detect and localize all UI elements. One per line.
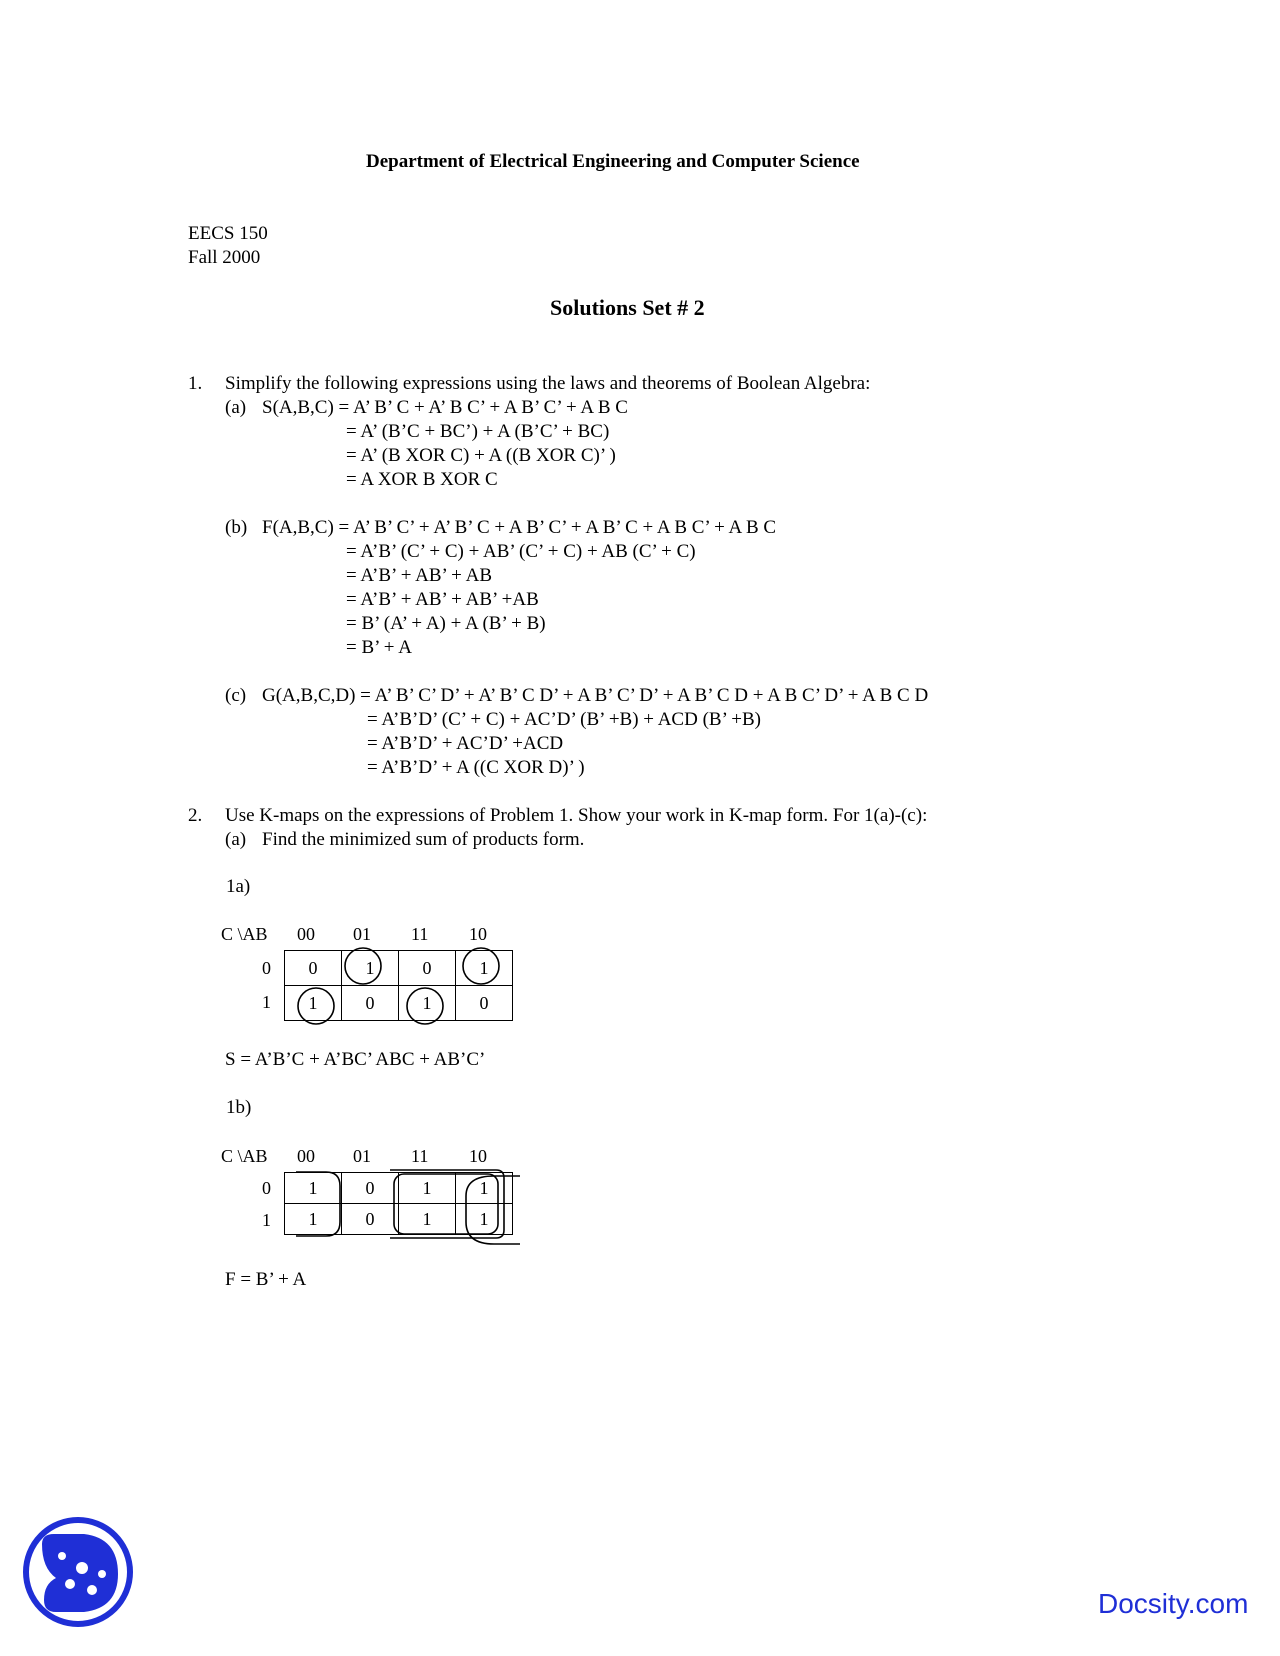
kmap1-cell: 0 xyxy=(456,986,513,1021)
problem2a-label: (a) xyxy=(225,829,247,850)
page-title: Solutions Set # 2 xyxy=(550,295,705,320)
kmap2-col-header: 10 xyxy=(469,1146,487,1166)
problem1b-line: = A’B’ (C’ + C) + AB’ (C’ + C) + AB (C’ + C) xyxy=(346,541,696,562)
kmap1-cell: 1 xyxy=(285,986,342,1021)
problem1b-line: = B’ + A xyxy=(346,637,412,658)
kmap2-cell: 0 xyxy=(342,1204,399,1235)
kmap1-cell: 1 xyxy=(456,951,513,986)
kmap1-grid xyxy=(284,950,513,1021)
docsity-brand-link[interactable]: Docsity.com xyxy=(1098,1588,1249,1619)
kmap2-cell: 1 xyxy=(285,1204,342,1235)
kmap1-result: S = A’B’C + A’BC’ ABC + AB’C’ xyxy=(225,1049,486,1070)
problem1a-line: = A XOR B XOR C xyxy=(346,469,498,490)
kmap1-row-header: 0 xyxy=(262,958,271,978)
course-term: Fall 2000 xyxy=(188,247,261,268)
problem1a-line: = A’ (B XOR C) + A ((B XOR C)’ ) xyxy=(346,445,616,466)
problem1b-line: F(A,B,C) = A’ B’ C’ + A’ B’ C + A B’ C’ + A B’ C + A B C’ + A B C xyxy=(262,517,777,538)
problem1c-line: = A’B’D’ (C’ + C) + AC’D’ (B’ +B) + ACD (B’ +B) xyxy=(367,709,761,730)
kmap2-row-header: 1 xyxy=(262,1210,271,1230)
problem1b-line: = B’ (A’ + A) + A (B’ + B) xyxy=(346,613,546,634)
problem1b-label: (b) xyxy=(225,517,248,538)
kmap2-label: 1b) xyxy=(226,1097,252,1118)
kmap1-col-header: 00 xyxy=(297,924,315,944)
kmap2-result: F = B’ + A xyxy=(225,1269,307,1290)
problem1c-line: = A’B’D’ + AC’D’ +ACD xyxy=(367,733,564,754)
kmap2-cell: 1 xyxy=(399,1204,456,1235)
kmap1-label: 1a) xyxy=(226,876,251,897)
kmap2-cell: 1 xyxy=(285,1173,342,1204)
problem2-prompt: Use K-maps on the expressions of Problem 1. Show your work in K-map form. For 1(a)-(c): xyxy=(225,805,928,826)
problem1c-line: = A’B’D’ + A ((C XOR D)’ ) xyxy=(367,757,585,778)
kmap1-col-header: 11 xyxy=(411,924,429,944)
problem1b-line: = A’B’ + AB’ + AB xyxy=(346,565,492,586)
kmap1-cell: 1 xyxy=(342,951,399,986)
kmap2-corner-label: C \AB xyxy=(221,1146,268,1166)
problem1-prompt: Simplify the following expressions using the laws and theorems of Boolean Algebra: xyxy=(225,373,871,394)
kmap2-row-header: 0 xyxy=(262,1178,271,1198)
kmap2-cell: 1 xyxy=(456,1173,513,1204)
kmap1-cell: 0 xyxy=(342,986,399,1021)
kmap1-row-header: 1 xyxy=(262,992,271,1012)
problem2-number: 2. xyxy=(188,805,203,826)
kmap1-col-header: 01 xyxy=(353,924,371,944)
problem1-number: 1. xyxy=(188,373,203,394)
problem1c-label: (c) xyxy=(225,685,247,706)
problem1b-line: = A’B’ + AB’ + AB’ +AB xyxy=(346,589,539,610)
kmap2-col-header: 01 xyxy=(353,1146,371,1166)
problem1c-line: G(A,B,C,D) = A’ B’ C’ D’ + A’ B’ C D’ + A B’ C’ D’ + A B’ C D + A B C’ D’ + A B C D xyxy=(262,685,929,706)
problem1a-line: = A’ (B’C + BC’) + A (B’C’ + BC) xyxy=(346,421,610,442)
kmap2-col-header: 11 xyxy=(411,1146,429,1166)
kmap2-grid xyxy=(284,1172,513,1235)
kmap1-col-header: 10 xyxy=(469,924,487,944)
docsity-logo-icon xyxy=(22,1516,134,1628)
kmap1-cell: 0 xyxy=(399,951,456,986)
problem1a-label: (a) xyxy=(225,397,247,418)
kmap1-cell: 0 xyxy=(285,951,342,986)
kmap1-corner-label: C \AB xyxy=(221,924,268,944)
department-heading: Department of Electrical Engineering and Computer Science xyxy=(366,151,860,172)
kmap2-cell: 0 xyxy=(342,1173,399,1204)
course-code: EECS 150 xyxy=(188,223,268,244)
kmap1-cell: 1 xyxy=(399,986,456,1021)
kmap2-cell: 1 xyxy=(456,1204,513,1235)
kmap2-col-header: 00 xyxy=(297,1146,315,1166)
problem1a-line: S(A,B,C) = A’ B’ C + A’ B C’ + A B’ C’ + A B C xyxy=(262,397,628,418)
problem2a-text: Find the minimized sum of products form. xyxy=(262,829,585,850)
kmap2-cell: 1 xyxy=(399,1173,456,1204)
